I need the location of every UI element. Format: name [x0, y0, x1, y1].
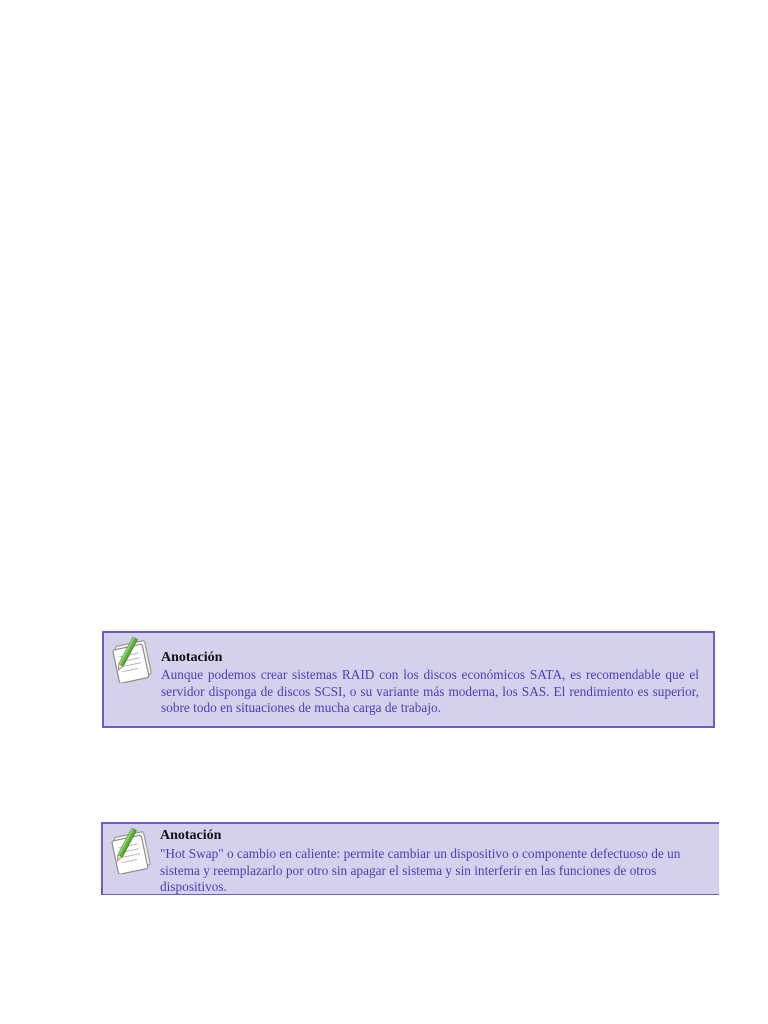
annotation-text: "Hot Swap" o cambio en caliente: permite cambiar un dispositivo o componente defectuoso de un sistema y reemplazarlo por otro sin apagar el sistema y sin interferir en las funciones de otros dispositivos.	[160, 846, 681, 894]
notepad-pencil-icon	[108, 635, 160, 683]
annotation-title: Anotación	[160, 828, 222, 843]
annotation-box	[102, 631, 715, 728]
notepad-pencil-icon	[107, 826, 159, 874]
annotation-title: Anotación	[161, 650, 223, 665]
annotation-box	[101, 822, 719, 895]
annotation-text: Aunque podemos crear sistemas RAID con los discos económicos SATA, es recomendable que el servidor disponga de discos SCSI, o su variante más moderna, los SAS. El rendimiento es superior, sobre todo en situaciones de mucha carga de trabajo.	[161, 667, 699, 715]
